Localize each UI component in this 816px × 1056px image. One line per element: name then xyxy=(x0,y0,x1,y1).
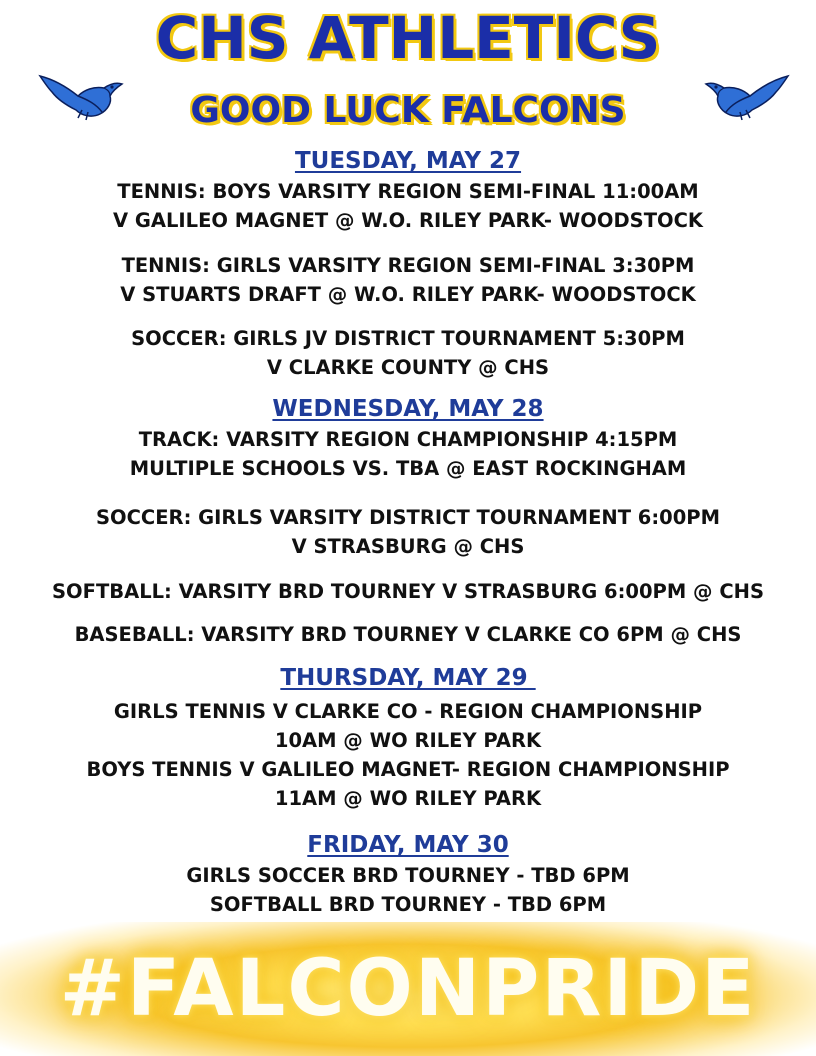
hashtag-banner: #FALCONPRIDE xyxy=(59,944,757,1034)
event-line: V STRASBURG @ CHS xyxy=(291,535,525,558)
event-line: V STUARTS DRAFT @ W.O. RILEY PARK- WOODSTOCK xyxy=(120,283,696,306)
event-line: BASEBALL: VARSITY BRD TOURNEY V CLARKE CO 6PM @ CHS xyxy=(74,623,742,646)
falcon-icon xyxy=(704,70,790,122)
day-heading-wednesday: WEDNESDAY, MAY 28 xyxy=(272,396,544,422)
falcon-icon xyxy=(38,70,124,122)
event-line: TENNIS: GIRLS VARSITY REGION SEMI-FINAL 3:30PM xyxy=(121,254,695,277)
event-line: MULTIPLE SCHOOLS VS. TBA @ EAST ROCKINGHAM xyxy=(129,457,687,480)
event-line: SOCCER: GIRLS VARSITY DISTRICT TOURNAMENT 6:00PM xyxy=(95,506,721,529)
event-line: BOYS TENNIS V GALILEO MAGNET- REGION CHAMPIONSHIP xyxy=(86,758,730,781)
event-line: SOFTBALL BRD TOURNEY - TBD 6PM xyxy=(209,893,607,916)
event-line: TRACK: VARSITY REGION CHAMPIONSHIP 4:15PM xyxy=(138,428,678,451)
page-title: CHS ATHLETICS xyxy=(155,4,661,72)
event-line: GIRLS TENNIS V CLARKE CO - REGION CHAMPIONSHIP xyxy=(113,700,703,723)
event-line: V GALILEO MAGNET @ W.O. RILEY PARK- WOODSTOCK xyxy=(113,209,703,232)
day-heading-tuesday: TUESDAY, MAY 27 xyxy=(294,148,522,174)
event-line: TENNIS: BOYS VARSITY REGION SEMI-FINAL 11:00AM xyxy=(117,180,699,203)
page-subtitle: GOOD LUCK FALCONS xyxy=(190,90,626,131)
day-heading-friday: FRIDAY, MAY 30 xyxy=(307,832,509,858)
event-line: GIRLS SOCCER BRD TOURNEY - TBD 6PM xyxy=(186,864,630,887)
event-line: 10AM @ WO RILEY PARK xyxy=(274,729,542,752)
event-line: 11AM @ WO RILEY PARK xyxy=(274,787,542,810)
day-heading-thursday: THURSDAY, MAY 29 xyxy=(280,665,536,691)
event-line: V CLARKE COUNTY @ CHS xyxy=(266,356,550,379)
event-line: SOCCER: GIRLS JV DISTRICT TOURNAMENT 5:30PM xyxy=(131,327,685,350)
event-line: SOFTBALL: VARSITY BRD TOURNEY V STRASBURG 6:00PM @ CHS xyxy=(52,580,764,603)
